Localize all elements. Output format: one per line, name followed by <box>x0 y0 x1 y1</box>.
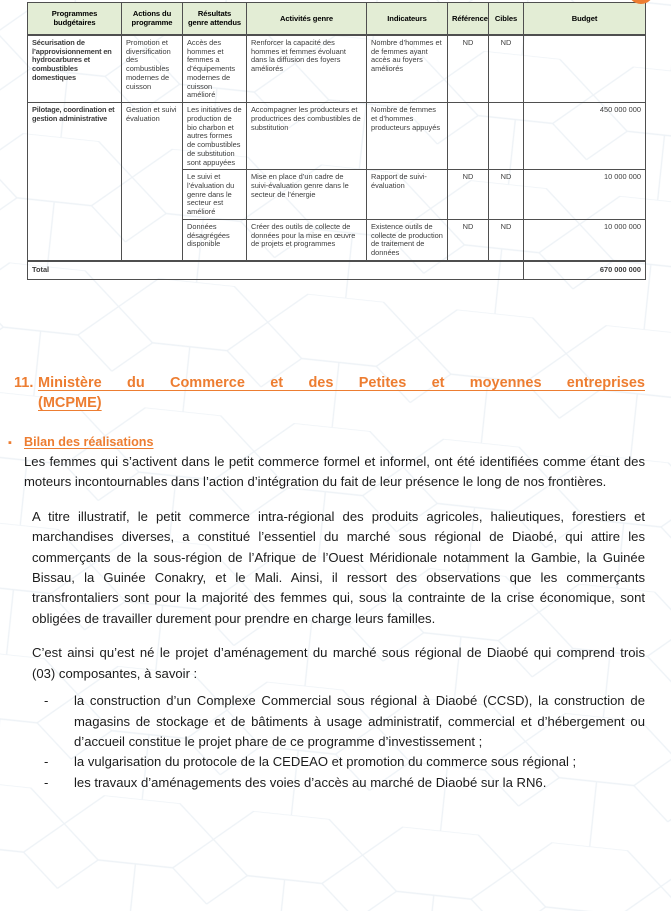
table-row <box>28 35 646 103</box>
cell-budget <box>524 35 646 103</box>
column-header-programmes: Programmes budgétaires <box>28 3 122 36</box>
column-header-actions: Actions du programme <box>122 3 183 36</box>
column-header-budget: Budget <box>524 3 646 36</box>
cell-reference <box>448 103 489 170</box>
section-title <box>38 373 645 413</box>
cell-programme: Pilotage, coordination et gestion administrative <box>28 103 122 261</box>
section-number: 11. <box>14 375 34 391</box>
cell-budget: 10 000 000 <box>524 170 646 220</box>
cell-resultat: Données désagrégées disponible <box>183 219 247 260</box>
table-row <box>28 103 646 170</box>
total-label: Total <box>28 261 524 279</box>
cell-indicateur: Rapport de suivi-évaluation <box>367 170 448 220</box>
cell-resultat: Le suivi et l’évaluation du genre dans le secteur est amélioré <box>183 170 247 220</box>
subsection-heading: Bilan des réalisations <box>24 435 154 449</box>
square-bullet-icon: ▪ <box>8 437 12 449</box>
column-header-activites: Activités genre <box>247 3 367 36</box>
list-item <box>44 691 645 752</box>
cell-budget: 450 000 000 <box>524 103 646 170</box>
budget-table-container <box>27 2 645 280</box>
paragraph-2: A titre illustratif, le petit commerce intra-régional des produits agricoles, halieutiques, forestiers et marchandises diverses, a constitué l’essentiel du marché sous régional de Diaobé, qui attire les commerçants de la sous-région de l’Afrique de l’Ouest Méridionale notamment la Gambie, la Guinée Bissau, la Guinée Conakry, et le Mali. Ainsi, il ressort des observations que les commerçants transfrontaliers sont pour la majorité des femmes qui, sous la contrainte de la crise économique, sont obligées de travailler durement pour prendre en charge leurs familles. <box>32 508 645 626</box>
cell-activite: Renforcer la capacité des hommes et femmes évoluant dans la diffusion des foyers améliorés <box>247 35 367 103</box>
section-title-line2: (MCPME) <box>38 395 102 411</box>
cell-action: Gestion et suivi évaluation <box>122 103 183 261</box>
cell-indicateur: Nombre de femmes et d’hommes producteurs appuyés <box>367 103 448 170</box>
list-item <box>44 773 645 793</box>
column-header-indicateurs: Indicateurs <box>367 3 448 36</box>
table-header-row <box>28 3 646 36</box>
paragraphs-container <box>0 507 671 684</box>
cell-activite: Accompagner les producteurs et productrices des combustibles de substitution <box>247 103 367 170</box>
cell-cible: ND <box>489 219 524 260</box>
cell-reference: ND <box>448 170 489 220</box>
list-item-text: la vulgarisation du protocole de la CEDEAO et promotion du commerce sous régional ; <box>74 754 577 770</box>
cell-resultat: Accès des hommes et femmes a d’équipements modernes de cuisson amélioré <box>183 35 247 103</box>
column-header-cibles: Cibles <box>489 3 524 36</box>
bilan-block <box>0 433 671 493</box>
list-item-text: la construction d’un Complexe Commercial sous régional à Diaobé (CCSD), la construction de magasins de stockage et de bâtiments à usage administratif, commercial et d’hébergement ou d’accueil constitue le projet phare de ce programme d’investissement ; <box>74 693 645 749</box>
cell-budget: 10 000 000 <box>524 219 646 260</box>
cell-indicateur: Existence outils de collecte de production de traitement de données <box>367 219 448 260</box>
dash-bullet-icon: - <box>44 754 49 770</box>
cell-programme: Sécurisation de l’approvisionnement en hydrocarbures et combustibles domestiques <box>28 35 122 103</box>
column-header-resultats: Résultats genre attendus <box>183 3 247 36</box>
dash-bullet-icon: - <box>44 693 49 709</box>
page-title <box>0 373 671 413</box>
paragraph-3: C’est ainsi qu’est né le projet d’aménagement du marché sous régional de Diaobé qui comprend trois (03) composantes, à savoir : <box>32 645 645 681</box>
cell-cible: ND <box>489 170 524 220</box>
cell-action: Promotion et diversification des combustibles modernes de cuisson <box>122 35 183 103</box>
table-total-row <box>28 261 646 279</box>
column-header-reference: Référence <box>448 3 489 36</box>
dash-bullet-icon: - <box>44 774 49 790</box>
cell-reference: ND <box>448 35 489 103</box>
cell-reference: ND <box>448 219 489 260</box>
bilan-body <box>24 433 645 493</box>
cell-cible: ND <box>489 35 524 103</box>
section-content <box>0 373 671 793</box>
cell-activite: Créer des outils de collecte de données pour la mise en œuvre de projets et programmes <box>247 219 367 260</box>
paragraph-1: Les femmes qui s’activent dans le petit commerce formel et informel, ont été identifiées comme étant des moteurs incontournables dans l’action d’intégration du fait de leur présence le long de nos frontières. <box>24 453 645 490</box>
cell-indicateur: Nombre d’hommes et de femmes ayant accès au foyers améliorés <box>367 35 448 103</box>
cell-cible <box>489 103 524 170</box>
section-title-line1: Ministère du Commerce et des Petites et moyennes entreprises <box>38 375 645 391</box>
total-value: 670 000 000 <box>524 261 646 279</box>
budget-table <box>27 2 646 280</box>
list-item <box>44 752 645 772</box>
cell-resultat: Les initiatives de production de bio charbon et autres formes de combustibles de substitution sont appuyées <box>183 103 247 170</box>
cell-activite: Mise en place d’un cadre de suivi-évaluation genre dans le secteur de l’énergie <box>247 170 367 220</box>
components-list <box>0 691 671 793</box>
list-item-text: les travaux d’aménagements des voies d’accès au marché de Diaobé sur la RN6. <box>74 774 547 790</box>
